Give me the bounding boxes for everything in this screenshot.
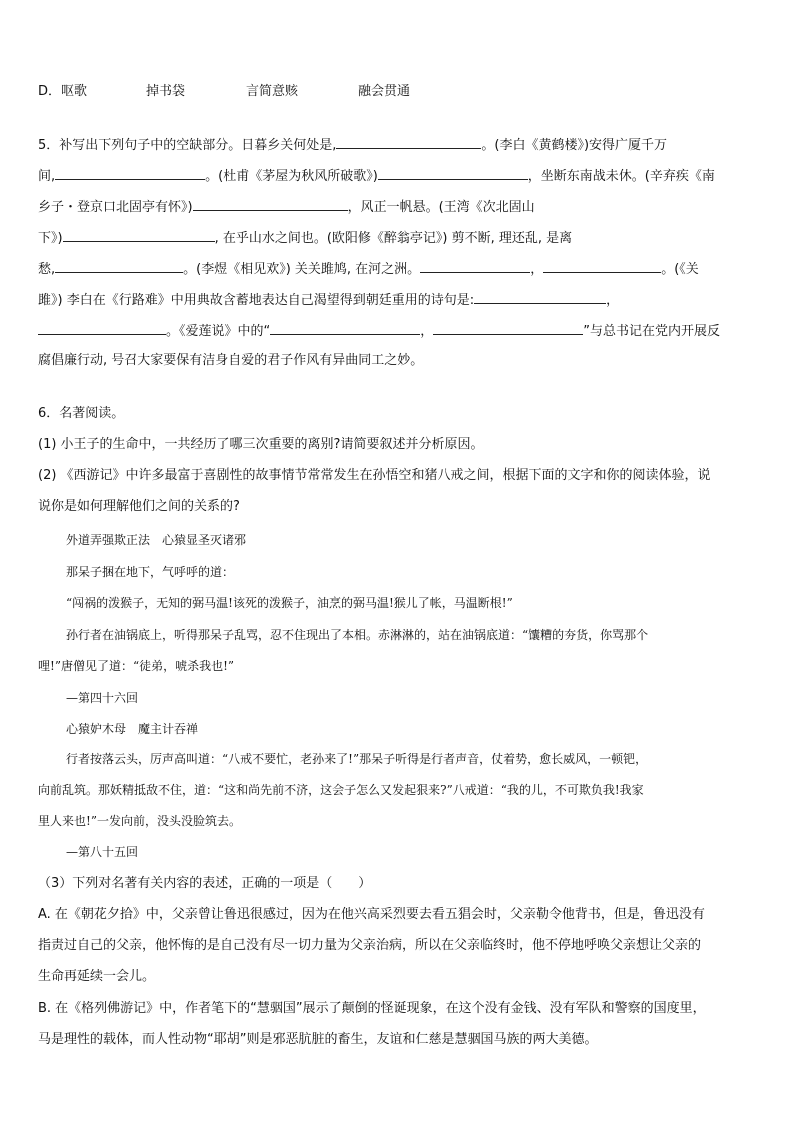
excerpt1-heading: 外道弄强欺正法 心猿显圣灭诸邪: [66, 533, 247, 547]
q5-text: ，: [420, 324, 434, 339]
q5-line-7: [38, 321, 720, 341]
q5-text: 。《爱莲说》中的“: [166, 324, 271, 339]
excerpt1-p3-line-1: 孙行者在油锅底上，听得那呆子乱骂，忍不住现出了本相。赤淋淋的，站在油锅底道：“馕糟的夯货，你骂那个: [66, 628, 649, 642]
q5-text: 雎》) 李白在《行路难》中用典故含蓄地表达自己渴望得到朝廷重用的诗句是:: [38, 293, 475, 308]
answer-blank[interactable]: [55, 259, 183, 273]
answer-blank[interactable]: [38, 321, 166, 335]
q5-text: ，: [606, 293, 620, 308]
q6-sub2-line-1: (2) 《西游记》中许多最富于喜剧性的故事情节常常发生在孙悟空和猪八戒之间，根据下面的文字和你的阅读体验，说: [38, 468, 711, 483]
option-a-line-2: 指责过自己的父亲，他怀悔的是自己没有尽一切力量为父亲治病，所以在父亲临终时，他不停地呼唤父亲想让父亲的: [38, 938, 702, 953]
excerpt1-p2: “闯祸的泼猴子，无知的弼马温!该死的泼猴子，油烹的弼马温!猴儿了帐，马温断根!”: [66, 596, 513, 610]
q5-line-2: [38, 166, 715, 186]
excerpt2-p1-line-3: 里人来也!”一发向前，没头没脸筑去。: [38, 814, 241, 828]
q5-text: 。(李白《黄鹤楼》)安得广厦千万: [481, 138, 668, 153]
q6-sub2-line-2: 说你是如何理解他们之间的关系的?: [38, 499, 240, 514]
q6-title: 6．名著阅读。: [38, 406, 125, 421]
q5-line-1: [38, 135, 667, 155]
answer-blank[interactable]: [543, 259, 661, 273]
q5-text: 乡子・登京口北固亭有怀》): [38, 200, 193, 215]
excerpt2-heading: 心猿妒木母 魔主计吞禅: [66, 722, 199, 736]
q5-text: 下》): [38, 231, 63, 246]
option-a-line-3: 生命再延续一会儿。: [38, 969, 156, 984]
option-d-line: [38, 83, 410, 101]
q5-text: 。(《关: [661, 262, 699, 277]
q5-text: 间,: [38, 169, 56, 184]
answer-blank[interactable]: [63, 228, 215, 242]
option-b-line-2: 马是理性的载体，而人性动物“耶胡”则是邪恶肮脏的畜生，友谊和仁慈是慧骃国马族的两大美德。: [38, 1032, 598, 1047]
q5-text: ”与总书记在党内开展反: [583, 324, 721, 339]
q5-line-8: 腐倡廉行动, 号召大家要保有洁身自爱的君子作风有异曲同工之妙。: [38, 353, 424, 368]
q5-line-6: [38, 290, 619, 310]
option-b-line-1: B. 在《格列佛游记》中，作者笔下的“慧骃国”展示了颠倒的怪诞现象，在这个没有金钱、没有军队和警察的国度里，: [38, 1001, 706, 1016]
answer-blank[interactable]: [420, 259, 530, 273]
q6-sub3: （3）下列对名著有关内容的表述，正确的一项是（ ）: [38, 876, 372, 891]
q5-text: 5．补写出下列句子中的空缺部分。日暮乡关何处是,: [38, 138, 337, 153]
answer-blank[interactable]: [378, 166, 528, 180]
q5-text: ，: [530, 262, 544, 277]
q5-text: 。(李煜《相见欢》) 关关雎鸠, 在河之洲。: [183, 262, 421, 277]
q5-text: 。(杜甫《茅屋为秋风所破歌》): [205, 169, 378, 184]
excerpt1-source: —第四十六回: [66, 691, 139, 705]
q5-line-3: [38, 197, 535, 217]
answer-blank[interactable]: [474, 290, 606, 304]
q5-line-4: [38, 228, 572, 248]
option-d-item-3: 融会贯通: [358, 84, 411, 99]
answer-blank[interactable]: [55, 166, 205, 180]
excerpt2-source: —第八十五回: [66, 845, 139, 859]
option-d-label: D．呕歌: [38, 84, 88, 99]
q5-text: ，坐断东南战未休。(辛弃疾《南: [527, 169, 715, 184]
excerpt1-p1: 那呆子捆在地下，气呼呼的道：: [66, 565, 235, 579]
answer-blank[interactable]: [193, 197, 348, 211]
answer-blank[interactable]: [270, 321, 420, 335]
q5-text: ，风正一帆悬。(王湾《次北固山: [347, 200, 535, 215]
q5-text: , 在乎山水之间也。(欧阳修《醉翁亭记》) 剪不断, 理还乱, 是离: [214, 231, 573, 246]
answer-blank[interactable]: [433, 321, 583, 335]
option-d-item-2: 言简意赅: [246, 84, 299, 99]
q5-line-5: [38, 259, 699, 279]
q6-sub1: (1) 小王子的生命中，一共经历了哪三次重要的离别?请简要叙述并分析原因。: [38, 437, 484, 452]
excerpt2-p1-line-1: 行者按落云头，厉声高叫道：“八戒不要忙，老孙来了!”那呆子听得是行者声音，仗着势，愈长威风，一顿钯，: [66, 752, 648, 766]
option-a-line-1: A. 在《朝花夕拾》中，父亲曾让鲁迅很感过，因为在他兴高采烈要去看五猖会时，父亲勒令他背书，但是，鲁迅没有: [38, 907, 705, 922]
q5-text: 愁,: [38, 262, 56, 277]
option-d-item-1: 掉书袋: [146, 84, 186, 99]
answer-blank[interactable]: [336, 135, 481, 149]
excerpt2-p1-line-2: 向前乱筑。那妖精抵敌不住，道：“这和尚先前不济，这会子怎么又发起狠来?”八戒道：“我的儿，不可欺负我!我家: [38, 783, 644, 797]
excerpt1-p3-line-2: 哩!”唐僧见了道：“徒弟，唬杀我也!”: [38, 659, 235, 673]
